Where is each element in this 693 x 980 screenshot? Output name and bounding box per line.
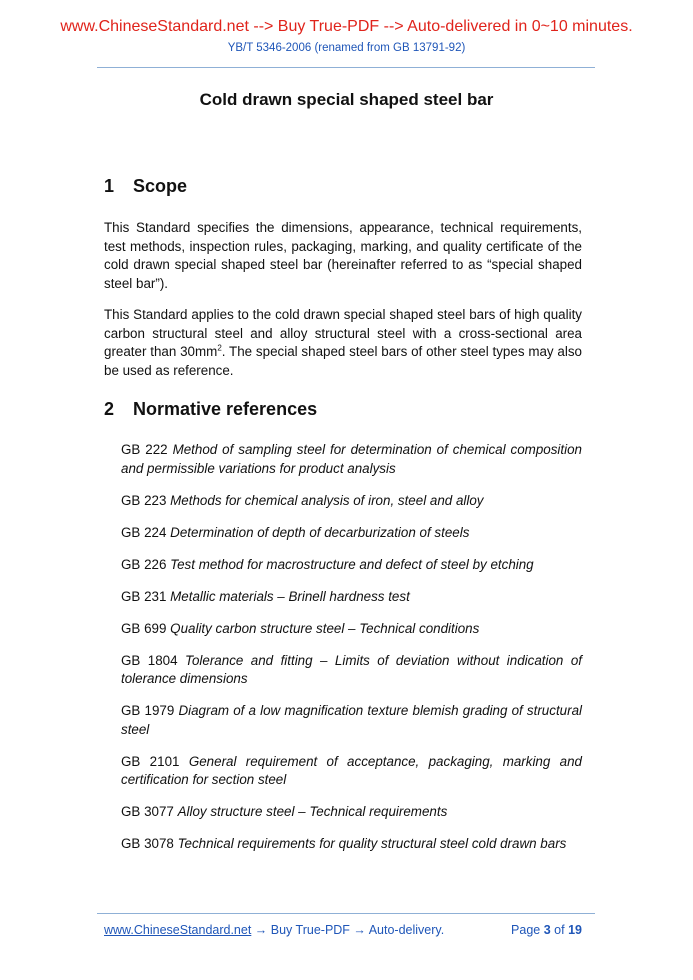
reference-code: GB 3077	[121, 804, 174, 819]
reference-title: Technical requirements for quality structural steel cold drawn bars	[177, 836, 567, 851]
scope-paragraph-2-text: This Standard applies to the cold drawn special shaped steel bars of high quality carbon structural steel and alloy structural steel with a cross-sectional area greater than 30mm	[104, 307, 582, 359]
reference-item	[121, 556, 582, 575]
reference-title: Test method for macrostructure and defect of steel by etching	[170, 556, 534, 572]
page-indicator	[511, 923, 582, 937]
section-heading-scope	[104, 176, 187, 197]
reference-title: Metallic materials – Brinell hardness test	[170, 588, 410, 604]
reference-title: Alloy structure steel – Technical requirements	[177, 804, 448, 819]
document-title: Cold drawn special shaped steel bar	[199, 90, 494, 109]
reference-item	[121, 803, 582, 822]
reference-item	[121, 753, 582, 790]
reference-code: GB 1804	[121, 652, 178, 668]
reference-code: GB 2101	[121, 753, 180, 769]
footer-divider	[97, 913, 595, 914]
page-label: Page	[511, 923, 541, 937]
reference-code: GB 226	[121, 556, 167, 572]
reference-code: GB 222	[121, 442, 168, 457]
footer-tail-text: → Buy True-PDF → Auto-delivery.	[251, 923, 445, 937]
page-total: 19	[568, 923, 582, 937]
superscript: 2	[217, 343, 222, 353]
reference-title: Methods for chemical analysis of iron, steel and alloy	[170, 492, 484, 508]
reference-item	[121, 588, 582, 607]
reference-list	[121, 441, 582, 867]
reference-code: GB 1979	[121, 703, 175, 718]
header-standard-number: YB/T 5346-2006 (renamed from GB 13791-92)	[227, 42, 466, 54]
footer-site-link[interactable]: www.ChineseStandard.net	[104, 923, 252, 937]
reference-item	[121, 441, 582, 478]
reference-title: Method of sampling steel for determination of chemical composition and permissible variations for product analysis	[121, 442, 582, 476]
reference-item	[121, 524, 582, 543]
reference-item	[121, 652, 582, 689]
scope-paragraph-2-text-end: . The special shaped steel bars of other steel types may also be used as reference.	[104, 344, 582, 378]
reference-title: Tolerance and fitting – Limits of deviation without indication of tolerance dimensions	[121, 652, 582, 686]
reference-code: GB 224	[121, 524, 167, 540]
page-current: 3	[543, 923, 551, 937]
section-number: 2	[104, 399, 115, 419]
reference-code: GB 223	[121, 492, 167, 508]
section-title: Scope	[133, 176, 188, 196]
section-heading-normative-references	[104, 399, 317, 420]
reference-code: GB 699	[121, 620, 167, 636]
footer	[104, 923, 582, 937]
scope-paragraph-2	[104, 306, 582, 380]
scope-paragraph-1: This Standard specifies the dimensions, appearance, technical requirements, test methods, inspection rules, packaging, marking, and quality certificate of the cold drawn special shaped steel bar (hereinafter referred to as “special shaped steel bar”).	[104, 220, 582, 291]
section-title: Normative references	[133, 399, 318, 419]
reference-item	[121, 702, 582, 739]
reference-title: Determination of depth of decarburization of steels	[170, 524, 470, 540]
reference-item	[121, 492, 582, 511]
reference-title: Quality carbon structure steel – Technical conditions	[170, 620, 480, 636]
reference-title: General requirement of acceptance, packaging, marking and certification for section steel	[121, 753, 582, 787]
section-number: 1	[104, 176, 115, 196]
reference-item	[121, 835, 582, 854]
reference-title: Diagram of a low magnification texture blemish grading of structural steel	[121, 703, 582, 737]
reference-code: GB 231	[121, 588, 167, 604]
header-banner[interactable]: www.ChineseStandard.net --> Buy True-PDF --> Auto-delivered in 0~10 minutes.	[60, 18, 633, 35]
reference-code: GB 3078	[121, 836, 174, 851]
reference-item	[121, 620, 582, 639]
header-divider	[97, 67, 595, 68]
page-of: of	[554, 923, 565, 937]
